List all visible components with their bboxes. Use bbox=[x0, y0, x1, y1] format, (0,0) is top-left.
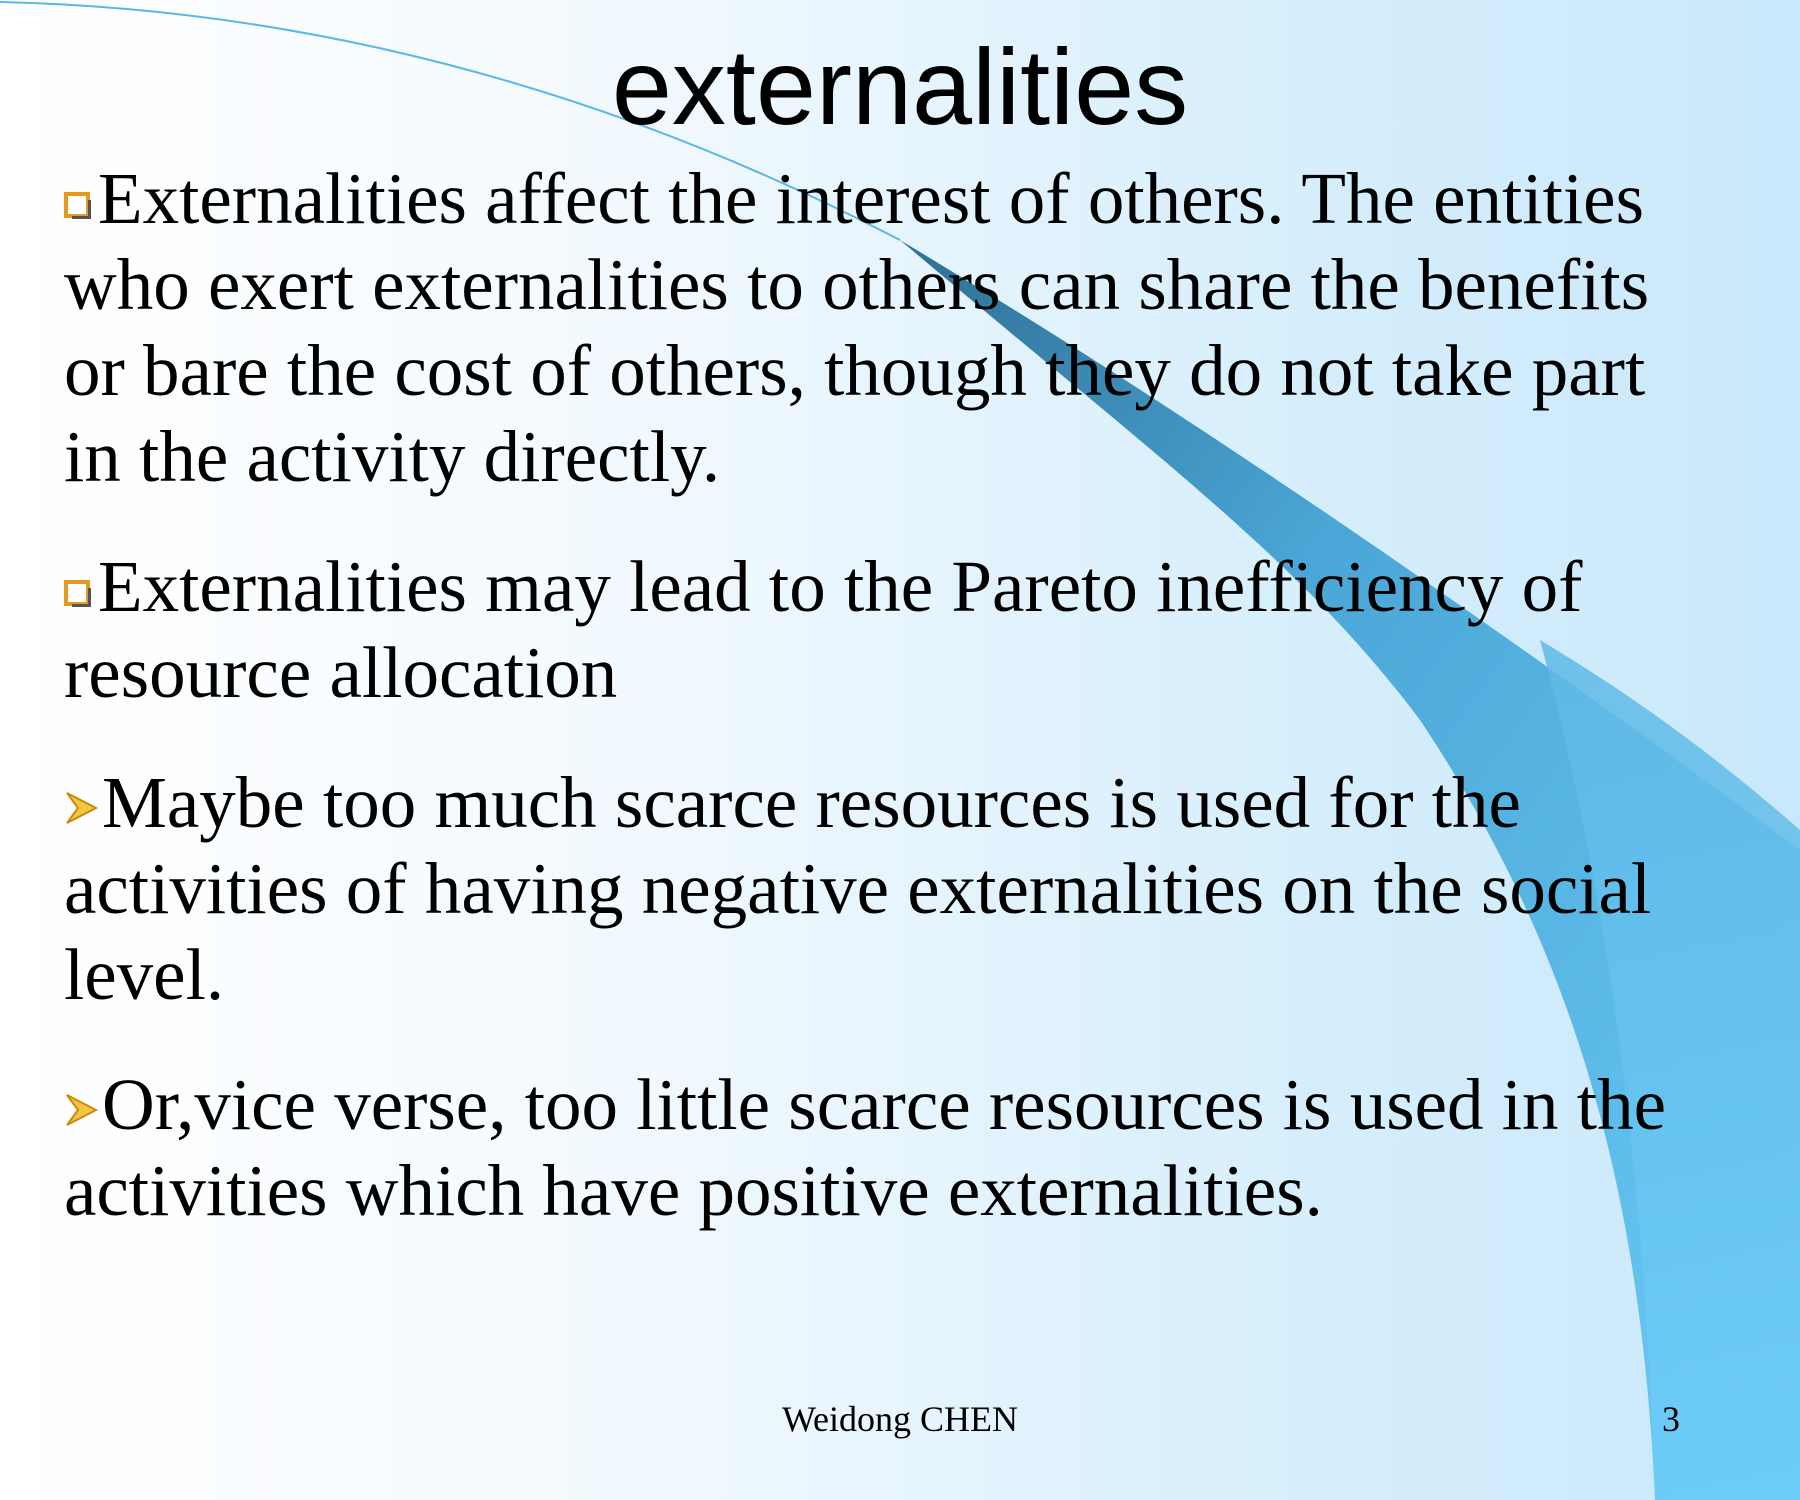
slide-body bbox=[64, 156, 1704, 1234]
hollow-square-bullet-icon bbox=[64, 580, 92, 608]
hollow-square-bullet-icon bbox=[64, 192, 92, 220]
arrow-bullet-icon bbox=[64, 789, 100, 827]
bullet-item-4 bbox=[64, 1062, 1704, 1234]
bullet-item-2 bbox=[64, 544, 1704, 716]
bullet-item-3 bbox=[64, 760, 1704, 1018]
bullet-item-text: Maybe too much scarce resources is used for the activities of having negative externalities on the social level. bbox=[64, 762, 1652, 1015]
bullet-item-text: Externalities affect the interest of others. The entities who exert externalities to others can share the benefits or bare the cost of others, though they do not take part in the activity directly. bbox=[64, 158, 1650, 497]
bullet-item-1 bbox=[64, 156, 1704, 500]
footer-page-number: 3 bbox=[1662, 1399, 1680, 1439]
slide-title: externalities bbox=[611, 26, 1189, 147]
bullet-item-text: Or,vice verse, too little scarce resources is used in the activities which have positive externalities. bbox=[64, 1064, 1666, 1231]
footer-author: Weidong CHEN bbox=[781, 1399, 1019, 1439]
arrow-bullet-icon bbox=[64, 1091, 100, 1129]
bullet-item-text: Externalities may lead to the Pareto inefficiency of resource allocation bbox=[64, 546, 1583, 713]
